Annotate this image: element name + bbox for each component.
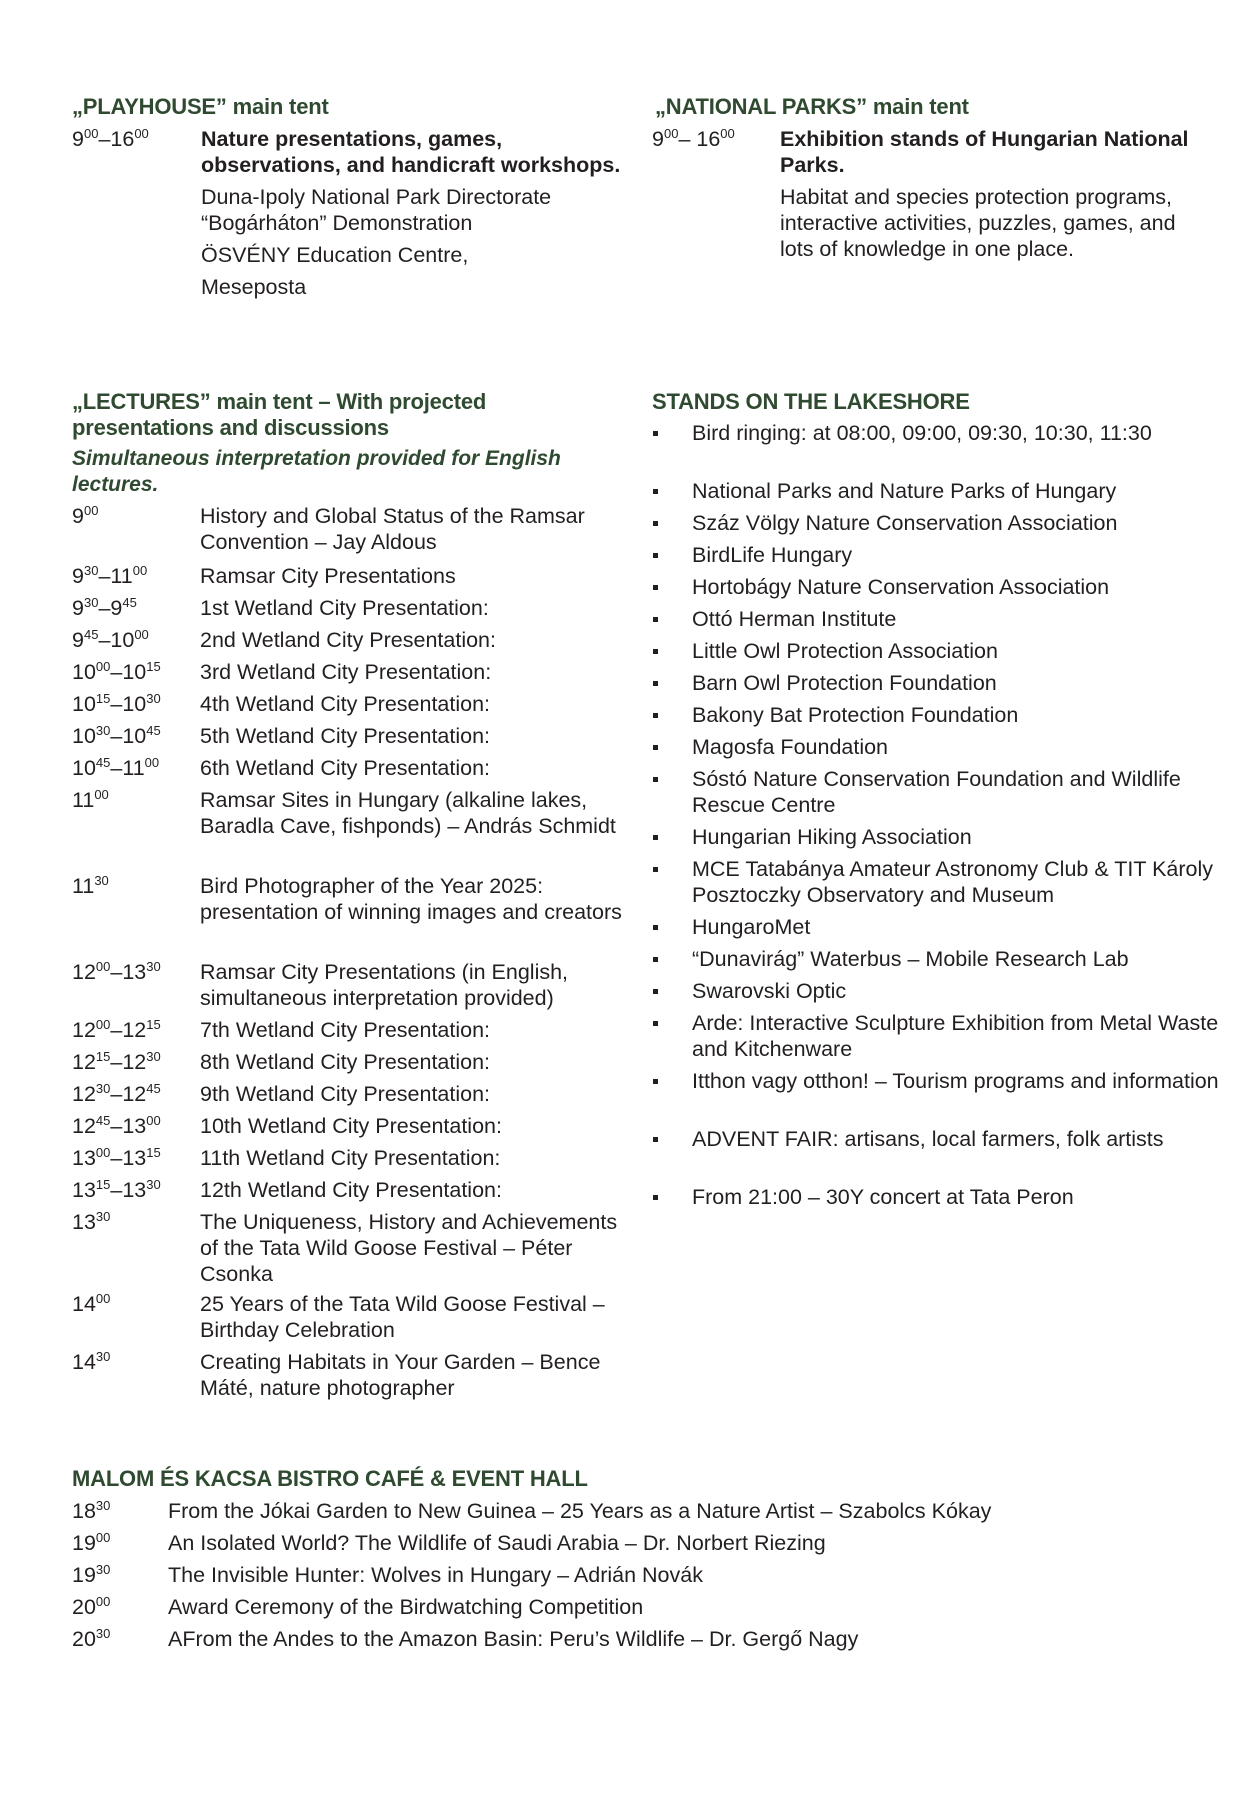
lecture-row (72, 723, 632, 749)
parks-time: $9^{00}-$ $16^{00}$ (652, 126, 735, 151)
stand-label: Bird ringing: at 08:00, 09:00, 09:30, 10:30, 11:30 (692, 421, 1152, 445)
time-label: $12^{45}-13^{00}$ (72, 1113, 161, 1138)
stand-label: HungaroMet (692, 915, 811, 939)
lecture-row (72, 1209, 632, 1287)
playhouse-line: “Bogárháton” Demonstration (201, 211, 473, 235)
bullet-icon (653, 553, 658, 558)
time-label: $9^{30}-9^{45}$ (72, 595, 137, 620)
stand-label: From 21:00 – 30Y concert at Tata Peron (692, 1185, 1074, 1209)
bistro-title: The Invisible Hunter: Wolves in Hungary – Adrián Novák (168, 1563, 703, 1587)
playhouse-heading: „PLAYHOUSE” main tent (72, 94, 329, 119)
bullet-icon (653, 617, 658, 622)
bistro-heading: MALOM ÉS KACSA BISTRO CAFÉ & EVENT HALL (72, 1466, 588, 1491)
playhouse-title: Nature presentations, games, observations, and handicraft workshops. (201, 127, 621, 177)
lecture-title: The Uniqueness, History and Achievements of the Tata Wild Goose Festival – Péter Csonka (200, 1210, 618, 1286)
stand-label: Magosfa Foundation (692, 735, 889, 759)
bullet-icon (653, 835, 658, 840)
bistro-title: Award Ceremony of the Birdwatching Competition (168, 1595, 644, 1619)
lecture-title: 4th Wetland City Presentation: (200, 692, 491, 716)
lecture-title: 1st Wetland City Presentation: (200, 596, 489, 620)
lecture-title: 6th Wetland City Presentation: (200, 756, 491, 780)
lecture-row (72, 787, 632, 865)
parks-desc: Habitat and species protection programs, interactive activities, puzzles, games, and lots of knowledge in one place. (780, 185, 1176, 261)
lecture-row (72, 595, 632, 621)
lecture-title: Bird Photographer of the Year 2025: presentation of winning images and creators (200, 874, 622, 924)
time-label: $10^{45}-11^{00}$ (72, 755, 160, 780)
lecture-title: 9th Wetland City Presentation: (200, 1082, 491, 1106)
stand-label: Száz Völgy Nature Conservation Association (692, 511, 1118, 535)
bistro-title: From the Jókai Garden to New Guinea – 25 Years as a Nature Artist – Szabolcs Kókay (168, 1499, 992, 1523)
bullet-icon (653, 713, 658, 718)
time-label: $13^{15}-13^{30}$ (72, 1177, 161, 1202)
stand-label: Arde: Interactive Sculpture Exhibition from Metal Waste and Kitchenware (692, 1011, 1219, 1061)
time-label: $14^{30}$ (72, 1349, 111, 1374)
time-label: $13^{30}$ (72, 1209, 111, 1234)
lecture-row (72, 959, 632, 1011)
time-label: $11^{30}$ (72, 873, 109, 898)
stand-label: Hortobágy Nature Conservation Association (692, 575, 1110, 599)
playhouse-time: $9^{00}-16^{00}$ (72, 126, 149, 151)
lecture-title: 11th Wetland City Presentation: (200, 1146, 501, 1170)
lecture-row (72, 1349, 632, 1401)
lecture-row (72, 563, 632, 589)
lecture-title: 25 Years of the Tata Wild Goose Festival – Birthday Celebration (200, 1292, 605, 1342)
bullet-icon (653, 681, 658, 686)
lecture-row (72, 503, 632, 555)
lecture-title: 3rd Wetland City Presentation: (200, 660, 492, 684)
bistro-row (72, 1498, 1192, 1524)
time-label: $9^{45}-10^{00}$ (72, 627, 149, 652)
time-label: $9^{30}-11^{00}$ (72, 563, 148, 588)
lecture-row (72, 659, 632, 685)
lecture-row (72, 627, 632, 653)
time-label: $20^{00}$ (72, 1594, 111, 1619)
time-label: $12^{00}-12^{15}$ (72, 1017, 161, 1042)
lecture-title: 8th Wetland City Presentation: (200, 1050, 491, 1074)
lecture-row (72, 873, 632, 951)
time-label: $19^{00}$ (72, 1530, 111, 1555)
bistro-row (72, 1530, 1192, 1556)
bistro-row (72, 1562, 1192, 1588)
bullet-icon (653, 957, 658, 962)
time-label: $18^{30}$ (72, 1498, 111, 1523)
lecture-row (72, 1177, 632, 1203)
bullet-icon (653, 489, 658, 494)
lecture-title: 2nd Wetland City Presentation: (200, 628, 496, 652)
bistro-row (72, 1626, 1192, 1652)
stand-label: ADVENT FAIR: artisans, local farmers, folk artists (692, 1127, 1164, 1151)
stand-label: MCE Tatabánya Amateur Astronomy Club & TIT Károly Posztoczky Observatory and Museum (692, 857, 1214, 907)
stand-label: Hungarian Hiking Association (692, 825, 972, 849)
bullet-icon (653, 431, 658, 436)
time-label: $14^{00}$ (72, 1291, 111, 1316)
bullet-icon (653, 1195, 658, 1200)
time-label: $20^{30}$ (72, 1626, 111, 1651)
bistro-title: AFrom the Andes to the Amazon Basin: Peru’s Wildlife – Dr. Gergő Nagy (168, 1627, 859, 1651)
parks-title: Exhibition stands of Hungarian National Parks. (780, 127, 1189, 177)
bistro-title: An Isolated World? The Wildlife of Saudi Arabia – Dr. Norbert Riezing (168, 1531, 826, 1555)
bullet-icon (653, 1079, 658, 1084)
lecture-title: 12th Wetland City Presentation: (200, 1178, 502, 1202)
stand-label: Bakony Bat Protection Foundation (692, 703, 1019, 727)
time-label: $11^{00}$ (72, 787, 109, 812)
time-label: $12^{30}-12^{45}$ (72, 1081, 161, 1106)
parks-heading: „NATIONAL PARKS” main tent (655, 94, 969, 119)
lecture-row (72, 1081, 632, 1107)
bullet-icon (653, 989, 658, 994)
bullet-icon (653, 745, 658, 750)
bullet-icon (653, 867, 658, 872)
stand-label: Itthon vagy otthon! – Tourism programs and information (692, 1069, 1219, 1093)
playhouse-line: Meseposta (201, 275, 307, 299)
time-label: $10^{30}-10^{45}$ (72, 723, 161, 748)
time-label: $10^{00}-10^{15}$ (72, 659, 161, 684)
lecture-row (72, 1113, 632, 1139)
lecture-row (72, 1145, 632, 1171)
lecture-row (72, 755, 632, 781)
lecture-title: Ramsar City Presentations (in English, simultaneous interpretation provided) (200, 960, 569, 1010)
lectures-subheading: Simultaneous interpretation provided for English lectures. (72, 447, 561, 496)
lecture-title: Ramsar Sites in Hungary (alkaline lakes, Baradla Cave, fishponds) – András Schmidt (200, 788, 616, 838)
lecture-row (72, 1049, 632, 1075)
stand-label: Barn Owl Protection Foundation (692, 671, 997, 695)
lecture-title: Creating Habitats in Your Garden – Bence Máté, nature photographer (200, 1350, 601, 1400)
time-label: $9^{00}$ (72, 503, 99, 528)
stand-label: Little Owl Protection Association (692, 639, 998, 663)
bullet-icon (653, 585, 658, 590)
lecture-row (72, 1017, 632, 1043)
stand-label: Sóstó Nature Conservation Foundation and Wildlife Rescue Centre (692, 767, 1181, 817)
lectures-heading: „LECTURES” main tent – With projected presentations and discussions (72, 389, 487, 440)
time-label: $12^{00}-13^{30}$ (72, 959, 161, 984)
stand-label: Swarovski Optic (692, 979, 847, 1003)
bullet-icon (653, 1137, 658, 1142)
stands-heading: STANDS ON THE LAKESHORE (652, 389, 970, 414)
stand-label: Ottó Herman Institute (692, 607, 897, 631)
time-label: $10^{15}-10^{30}$ (72, 691, 161, 716)
lecture-title: Ramsar City Presentations (200, 564, 456, 588)
stand-label: BirdLife Hungary (692, 543, 853, 567)
playhouse-row (72, 126, 632, 326)
lecture-title: History and Global Status of the Ramsar Convention – Jay Aldous (200, 504, 585, 554)
bullet-icon (653, 777, 658, 782)
time-label: $12^{15}-12^{30}$ (72, 1049, 161, 1074)
time-label: $13^{00}-13^{15}$ (72, 1145, 161, 1170)
lecture-row (72, 1291, 632, 1343)
parks-row (652, 126, 1212, 296)
stand-label: National Parks and Nature Parks of Hungary (692, 479, 1117, 503)
bistro-row (72, 1594, 1192, 1620)
bullet-icon (653, 649, 658, 654)
lecture-title: 7th Wetland City Presentation: (200, 1018, 491, 1042)
bullet-icon (653, 1021, 658, 1026)
lecture-row (72, 691, 632, 717)
bullet-icon (653, 521, 658, 526)
bullet-icon (653, 925, 658, 930)
playhouse-line: ÖSVÉNY Education Centre, (201, 243, 469, 267)
lecture-title: 10th Wetland City Presentation: (200, 1114, 502, 1138)
playhouse-line: Duna-Ipoly National Park Directorate (201, 185, 552, 209)
time-label: $19^{30}$ (72, 1562, 111, 1587)
lecture-title: 5th Wetland City Presentation: (200, 724, 491, 748)
stand-label: “Dunavirág” Waterbus – Mobile Research Lab (692, 947, 1129, 971)
